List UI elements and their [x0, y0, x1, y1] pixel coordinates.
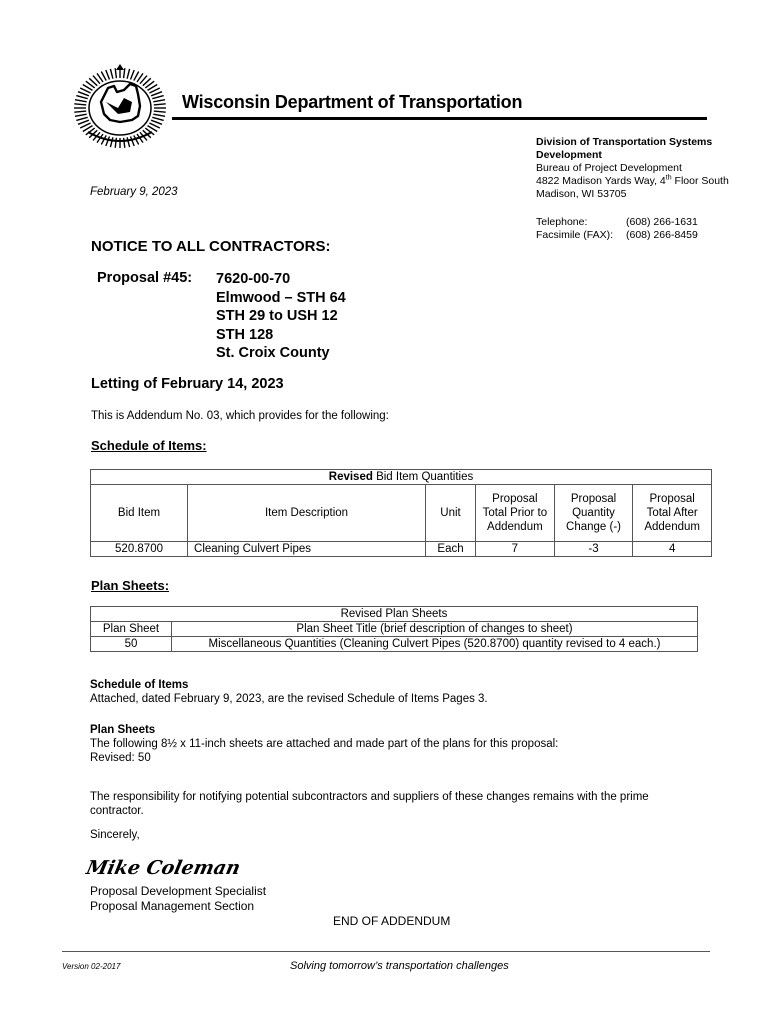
col-header: Proposal Total Prior to Addendum [476, 485, 555, 542]
paragraph-title: Schedule of Items [90, 679, 189, 691]
proposal-number: 7620-00-70 [216, 271, 291, 287]
bureau-line: Bureau of Project Development [536, 162, 682, 174]
telephone-row: Telephone: (608) 266-1631 [536, 216, 698, 228]
division-block [536, 136, 764, 201]
city-line: Madison, WI 53705 [536, 188, 627, 200]
svg-text:Mike Coleman: Mike Coleman [84, 856, 243, 879]
seal-hatch-line [101, 72, 106, 81]
fax-row: Facsimile (FAX): (608) 266-8459 [536, 229, 698, 241]
responsibility-paragraph: The responsibility for notifying potential subcontractors and suppliers of these changes remains with the prime contractor. [90, 791, 649, 817]
seal-hatch-line [76, 117, 87, 120]
table-cell: 520.8700 [91, 542, 188, 557]
seal-hatch-line [78, 120, 89, 124]
notice-heading: NOTICE TO ALL CONTRACTORS: [91, 238, 331, 255]
signer-block [90, 884, 266, 914]
seal-hatch-line [75, 114, 87, 116]
contact-block [536, 216, 698, 242]
col-header: Unit [426, 485, 476, 542]
revised-sheets: Revised: 50 [90, 752, 151, 764]
proposal-line: Elmwood – STH 64 [216, 289, 346, 306]
seal-hatch-line [74, 104, 86, 105]
footer-rule [62, 951, 710, 952]
revised-plan-sheets-table [90, 606, 698, 652]
seal-hatch-line [151, 92, 162, 96]
schedule-of-items-paragraph [90, 678, 488, 706]
table-cell: Miscellaneous Quantities (Cleaning Culvert Pipes (520.8700) quantity revised to 4 each.) [172, 637, 698, 652]
paragraph-title: Plan Sheets [90, 724, 156, 736]
plan-sheets-heading: Plan Sheets: [91, 578, 170, 593]
signer-section: Proposal Management Section [90, 899, 255, 913]
division-line-1: Division of Transportation Systems [536, 136, 713, 148]
proposal-line: STH 29 to USH 12 [216, 308, 338, 324]
seal-hatch-line [131, 137, 135, 147]
proposal-label: Proposal #45: [97, 270, 193, 286]
seal-hatch-line [127, 69, 130, 79]
col-header: Bid Item [91, 485, 188, 542]
bid-table-title: Revised Bid Item Quantities [91, 470, 712, 485]
table-cell: Cleaning Culvert Pipes [188, 542, 426, 557]
col-header: Item Description [188, 485, 426, 542]
letting-date-heading: Letting of February 14, 2023 [91, 376, 284, 392]
addendum-intro: This is Addendum No. 03, which provides for the following: [91, 410, 389, 422]
address-line: 4822 Madison Yards Way, 4th Floor South [536, 174, 729, 187]
version-label: Version 02-2017 [62, 962, 121, 971]
col-header: Plan Sheet [91, 622, 172, 637]
signer-title: Proposal Development Specialist [90, 884, 267, 898]
title-rule [172, 117, 707, 120]
plan-sheets-paragraph [90, 723, 558, 765]
proposal-county: St. Croix County [216, 345, 330, 361]
seal-hatch-line [106, 137, 110, 147]
seal-hatch-line [78, 92, 89, 96]
wisdot-seal-logo [68, 62, 172, 154]
seal-hatch-line [151, 120, 162, 124]
agency-title: Wisconsin Department of Transportation [182, 92, 523, 112]
seal-hatch-line [131, 70, 135, 80]
handwritten-signature [84, 852, 243, 884]
table-cell: 4 [633, 542, 712, 557]
division-line-2: Development [536, 149, 602, 161]
seal-hatch-line [76, 96, 87, 99]
end-of-addendum: END OF ADDENDUM [333, 914, 451, 928]
table-cell: Each [426, 542, 476, 557]
plan-table-header-row [91, 622, 698, 637]
table-cell: -3 [554, 542, 633, 557]
table-row [91, 637, 698, 652]
seal-hatch-line [152, 117, 163, 120]
seal-hatch-line [74, 111, 86, 112]
col-header: Proposal Total After Addendum [633, 485, 712, 542]
seal-hatch-line [154, 104, 166, 105]
seal-hatch-line [75, 100, 87, 102]
footer-tagline: Solving tomorrow’s transportation challenges [290, 960, 509, 972]
seal-hatch-line [153, 100, 165, 102]
seal-hatch-line [124, 138, 125, 148]
seal-hatch-line [152, 96, 163, 99]
proposal-details [216, 270, 346, 363]
paragraph-text: Attached, dated February 9, 2023, are the revised Schedule of Items Pages 3. [90, 693, 488, 705]
table-cell: 50 [91, 637, 172, 652]
seal-hatch-line [154, 111, 166, 112]
col-header: Proposal Quantity Change (-) [554, 485, 633, 542]
seal-hatch-line [134, 72, 139, 81]
plan-table-title: Revised Plan Sheets [91, 607, 698, 622]
seal-hatch-line [127, 137, 130, 147]
proposal-line: STH 128 [216, 326, 274, 343]
col-header: Plan Sheet Title (brief description of changes to sheet) [172, 622, 698, 637]
bid-table-header-row [91, 485, 712, 542]
schedule-of-items-heading: Schedule of Items: [91, 438, 207, 453]
letter-date: February 9, 2023 [90, 186, 178, 198]
seal-hatch-line [153, 114, 165, 116]
seal-hatch-line [115, 138, 116, 148]
bid-item-quantities-table [90, 469, 712, 557]
seal-hatch-line [106, 70, 110, 80]
table-cell: 7 [476, 542, 555, 557]
seal-hatch-line [110, 137, 113, 147]
table-row [91, 542, 712, 557]
seal-hatch-line [110, 69, 113, 79]
paragraph-text: The following 8½ x 11-inch sheets are attached and made part of the plans for this proposal: [90, 738, 559, 750]
closing: Sincerely, [90, 829, 140, 841]
